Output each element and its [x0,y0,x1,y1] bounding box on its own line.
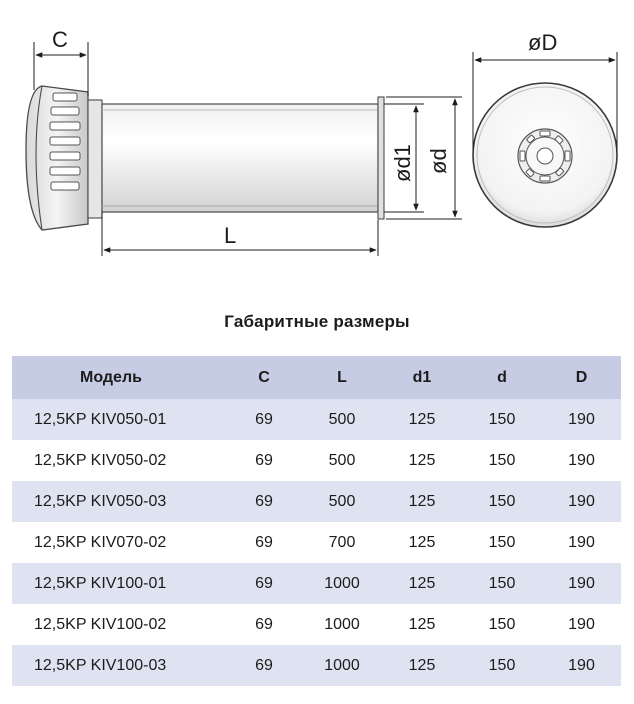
table-row [12,522,621,563]
cell-big-d: 190 [542,481,621,522]
cell-l: 1000 [302,604,382,645]
cell-d1: 125 [382,440,462,481]
cell-l: 1000 [302,645,382,686]
header-l: L [302,356,382,399]
cell-big-d: 190 [542,399,621,440]
cell-model: 12,5KP KIV100-03 [12,645,226,686]
cell-d: 150 [462,604,542,645]
cell-c: 69 [226,440,302,481]
header-c: C [226,356,302,399]
cell-model: 12,5KP KIV050-01 [12,399,226,440]
dimensions-table [12,356,621,686]
flange [378,97,384,219]
cell-d: 150 [462,645,542,686]
cell-c: 69 [226,481,302,522]
cell-model: 12,5KP KIV050-03 [12,481,226,522]
cell-d: 150 [462,399,542,440]
cell-d: 150 [462,481,542,522]
cell-big-d: 190 [542,522,621,563]
label-c: C [52,27,68,52]
cell-l: 700 [302,522,382,563]
label-d: ød [426,148,451,174]
cell-model: 12,5KP KIV100-02 [12,604,226,645]
cell-c: 69 [226,522,302,563]
side-view [26,86,384,230]
table-row [12,563,621,604]
cell-big-d: 190 [542,563,621,604]
cell-c: 69 [226,645,302,686]
table-body [12,399,621,686]
header-d1: d1 [382,356,462,399]
header-big-d: D [542,356,621,399]
cell-c: 69 [226,563,302,604]
table-row [12,604,621,645]
front-view [473,83,617,227]
tube [102,104,378,212]
table-row [12,481,621,522]
cell-d: 150 [462,563,542,604]
cell-c: 69 [226,399,302,440]
cap-vent-slots [50,93,80,190]
cell-l: 500 [302,481,382,522]
header-d: d [462,356,542,399]
table-title: Габаритные размеры [224,312,410,331]
cell-big-d: 190 [542,604,621,645]
cell-model: 12,5KP KIV070-02 [12,522,226,563]
header-model: Модель [12,356,226,399]
table-row [12,399,621,440]
cell-big-d: 190 [542,440,621,481]
cell-d1: 125 [382,481,462,522]
cell-l: 500 [302,440,382,481]
cell-big-d: 190 [542,645,621,686]
cell-d1: 125 [382,645,462,686]
label-d1: ød1 [390,144,415,182]
dimension-l [102,212,378,256]
cell-d: 150 [462,440,542,481]
cell-d1: 125 [382,399,462,440]
cell-l: 1000 [302,563,382,604]
cell-d1: 125 [382,563,462,604]
cell-c: 69 [226,604,302,645]
cell-model: 12,5KP KIV100-01 [12,563,226,604]
cell-l: 500 [302,399,382,440]
cell-d1: 125 [382,604,462,645]
cap-ring [88,100,102,218]
label-big-d: øD [528,30,558,55]
dimension-drawing [0,0,634,300]
label-l: L [224,223,237,248]
cell-model: 12,5KP KIV050-02 [12,440,226,481]
table-row [12,440,621,481]
table-header-row [12,356,621,399]
cell-d1: 125 [382,522,462,563]
table-row [12,645,621,686]
cell-d: 150 [462,522,542,563]
